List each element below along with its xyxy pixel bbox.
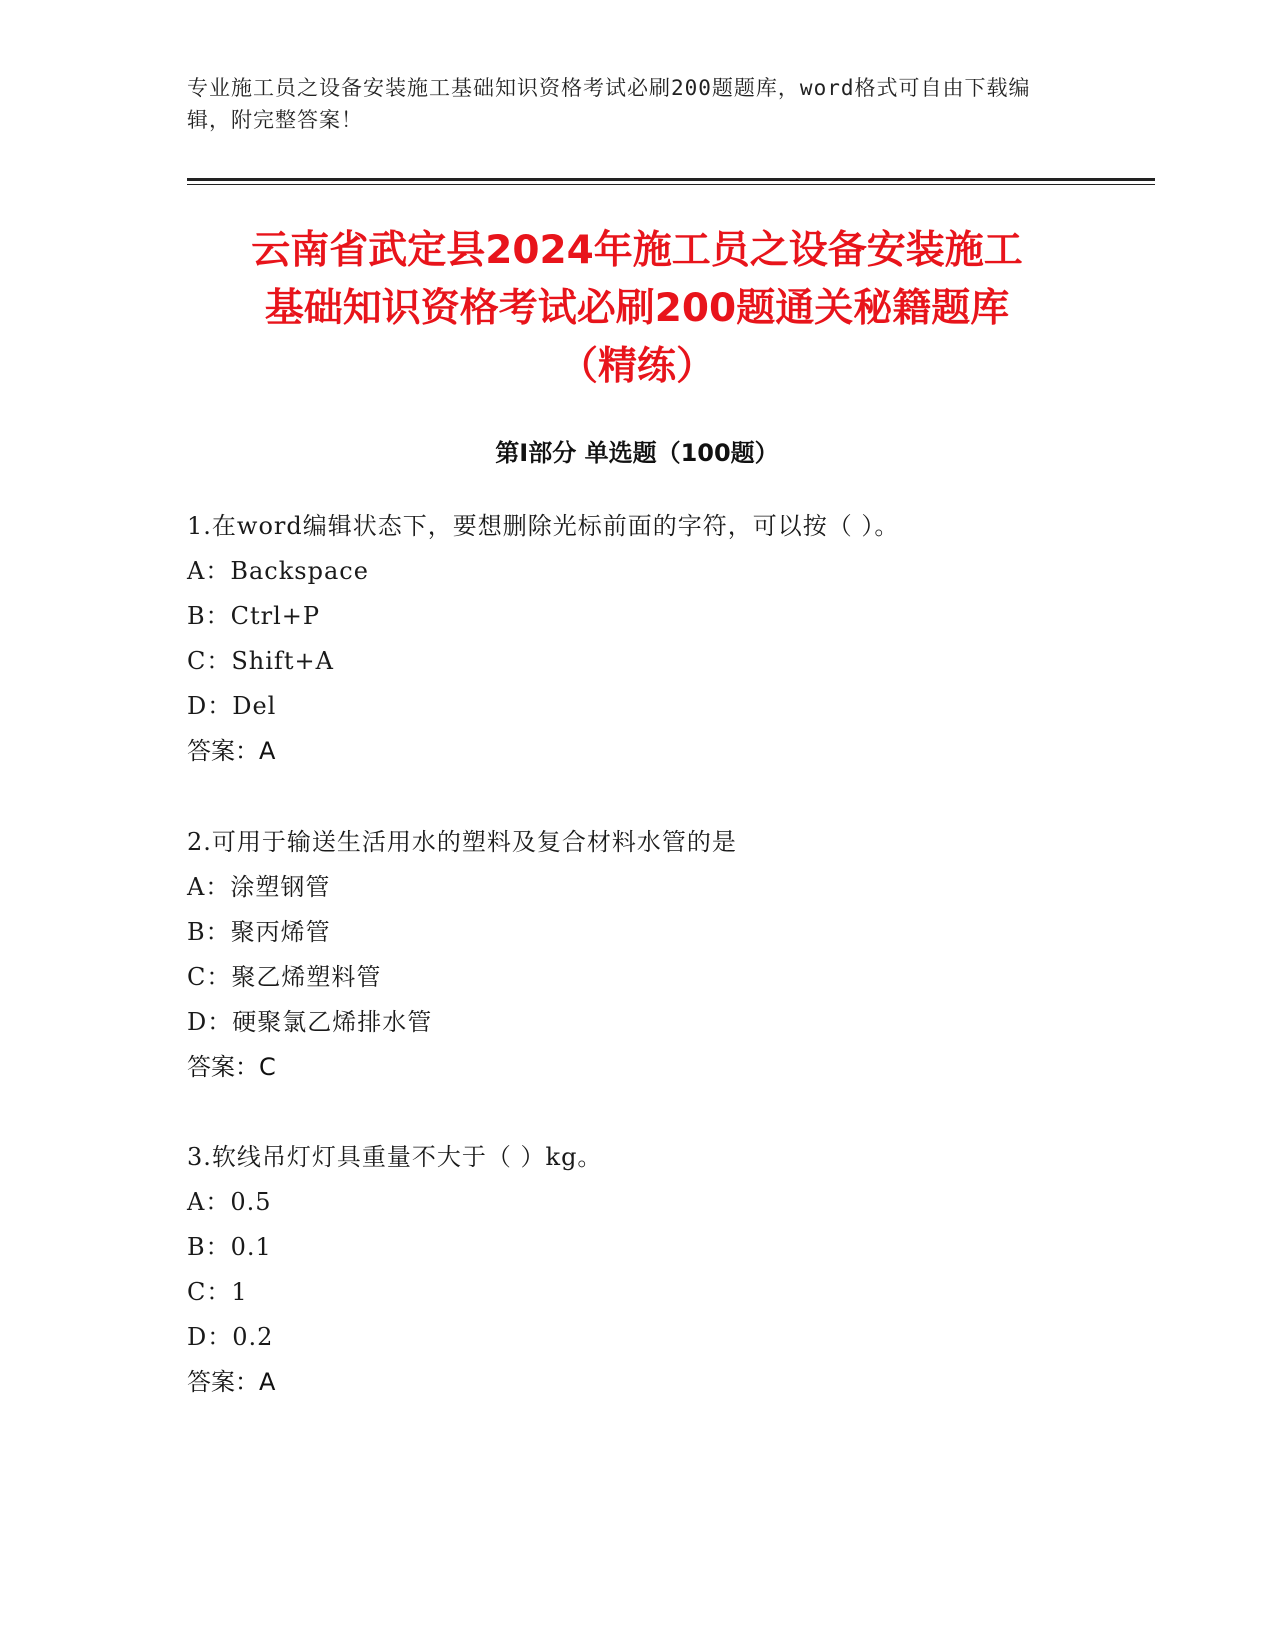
answer: 答案：C: [187, 1053, 276, 1081]
question-text: 2.可用于输送生活用水的塑料及复合材料水管的是: [187, 828, 737, 856]
header-note: 专业施工员之设备安装施工基础知识资格考试必刷200题题库，word格式可自由下载编辑，附完整答案！: [187, 76, 1031, 132]
option-a: A：0.5: [187, 1188, 272, 1216]
header-divider-thin: [187, 184, 1155, 185]
option-b: B：Ctrl+P: [187, 602, 321, 630]
option-c: C：聚乙烯塑料管: [187, 963, 382, 991]
header-divider-thick: [187, 178, 1155, 181]
option-b: B：聚丙烯管: [187, 918, 331, 946]
title-line-2: 基础知识资格考试必刷200题通关秘籍题库: [264, 286, 1010, 331]
option-d: D：Del: [187, 692, 277, 720]
question-3: [187, 1135, 1155, 1405]
question-text: 3.软线吊灯灯具重量不大于（ ）kg。: [187, 1143, 603, 1171]
title-line-3: （精练）: [558, 344, 715, 389]
option-d: D：硬聚氯乙烯排水管: [187, 1008, 433, 1036]
question-2: [187, 820, 1155, 1090]
option-c: C：1: [187, 1278, 248, 1306]
option-d: D：0.2: [187, 1323, 274, 1351]
document-title: [187, 222, 1087, 396]
answer: 答案：A: [187, 737, 276, 765]
section-title: 第Ⅰ部分 单选题（100题）: [495, 439, 779, 467]
title-line-1: 云南省武定县2024年施工员之设备安装施工: [251, 228, 1023, 273]
question-text: 1.在word编辑状态下，要想删除光标前面的字符，可以按（ ）。: [187, 512, 900, 540]
option-a: A：涂塑钢管: [187, 873, 331, 901]
option-b: B：0.1: [187, 1233, 272, 1261]
option-c: C：Shift+A: [187, 647, 334, 675]
answer: 答案：A: [187, 1368, 276, 1396]
option-a: A：Backspace: [187, 557, 369, 585]
question-1: [187, 504, 1155, 774]
